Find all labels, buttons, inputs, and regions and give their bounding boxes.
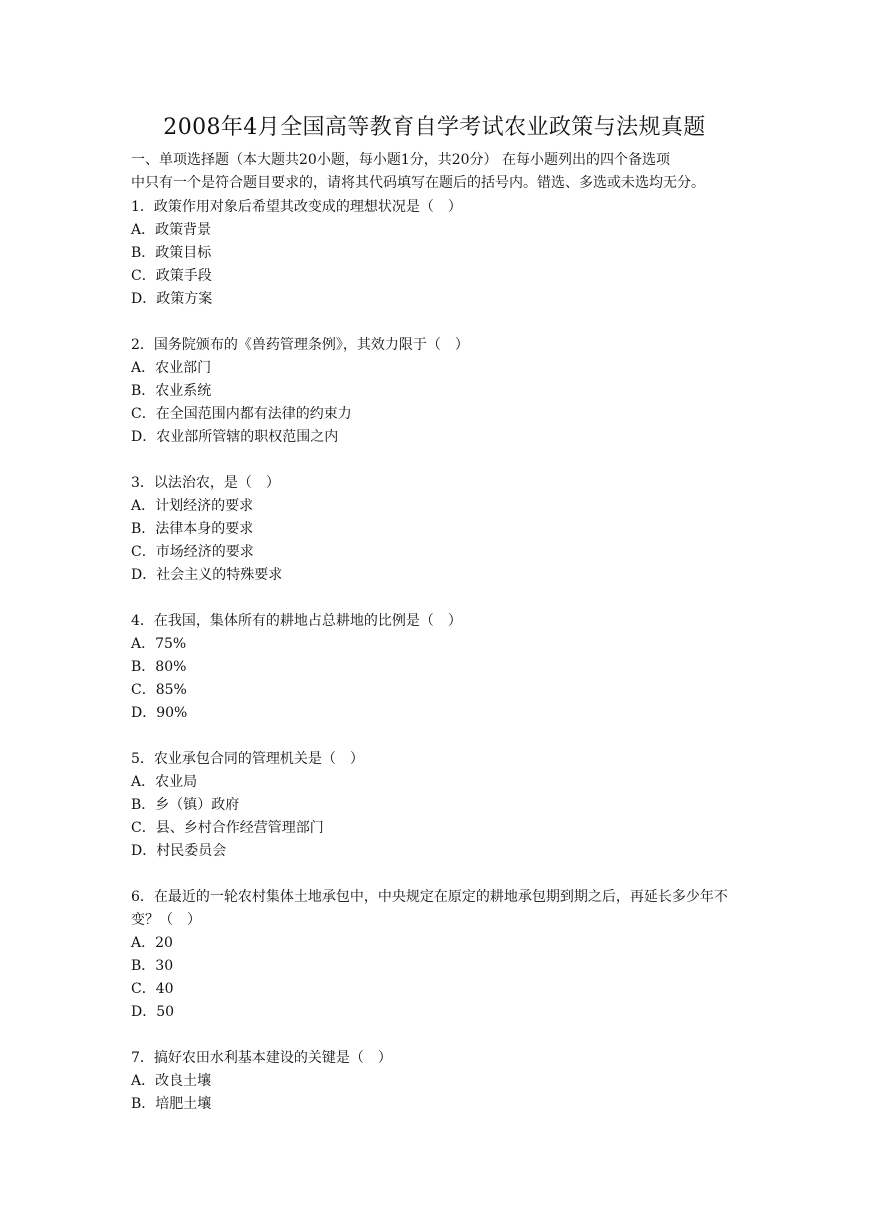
question-4 (131, 610, 751, 725)
question-list (131, 196, 751, 1139)
section-instructions (131, 149, 751, 195)
option-a: A．农业部门 (131, 360, 212, 376)
question-3 (131, 472, 751, 587)
question-6 (131, 886, 751, 1024)
option-c: C．在全国范围内都有法律的约束力 (131, 406, 352, 422)
option-b: B．法律本身的要求 (131, 521, 254, 537)
question-stem: 2．国务院颁布的《兽药管理条例》，其效力限于（ ） (131, 337, 469, 353)
option-a: A．计划经济的要求 (131, 498, 254, 514)
question-stem: 7．搞好农田水利基本建设的关键是（ ） (131, 1050, 392, 1066)
option-b: B．30 (131, 958, 174, 974)
option-d: D．农业部所管辖的职权范围之内 (131, 429, 339, 445)
option-a: A．政策背景 (131, 222, 212, 238)
question-stem: 5．农业承包合同的管理机关是（ ） (131, 751, 364, 767)
option-d: D．政策方案 (131, 291, 213, 307)
question-stem: 6．在最近的一轮农村集体土地承包中，中央规定在原定的耕地承包期到期之后，再延长多少年不变？（ ） (131, 889, 728, 928)
option-c: C．政策手段 (131, 268, 212, 284)
question-stem: 3．以法治农，是（ ） (131, 475, 280, 491)
instructions-line-2: 中只有一个是符合题目要求的，请将其代码填写在题后的括号内。错选、多选或未选均无分。 (131, 175, 705, 191)
question-stem: 1．政策作用对象后希望其改变成的理想状况是（ ） (131, 199, 462, 215)
option-b: B．培肥土壤 (131, 1096, 212, 1112)
option-b: B．政策目标 (131, 245, 212, 261)
option-b: B．80% (131, 659, 187, 675)
option-c: C．市场经济的要求 (131, 544, 254, 560)
question-2 (131, 334, 751, 449)
option-c: C．县、乡村合作经营管理部门 (131, 820, 324, 836)
question-7 (131, 1047, 751, 1116)
question-stem: 4．在我国，集体所有的耕地占总耕地的比例是（ ） (131, 613, 462, 629)
option-a: A．改良土壤 (131, 1073, 212, 1089)
option-c: C．40 (131, 981, 174, 997)
option-d: D．社会主义的特殊要求 (131, 567, 283, 583)
option-d: D．90% (131, 705, 188, 721)
option-b: B．乡（镇）政府 (131, 797, 240, 813)
option-c: C．85% (131, 682, 187, 698)
page-title: 2008年4月全国高等教育自学考试农业政策与法规真题 (163, 115, 706, 140)
option-b: B．农业系统 (131, 383, 212, 399)
option-a: A．20 (131, 935, 173, 951)
option-d: D．村民委员会 (131, 843, 227, 859)
option-d: D．50 (131, 1004, 175, 1020)
option-a: A．农业局 (131, 774, 198, 790)
question-5 (131, 748, 751, 863)
instructions-line-1: 一、单项选择题（本大题共20小题，每小题1分，共20分） 在每小题列出的四个备选项 (131, 152, 670, 168)
option-a: A．75% (131, 636, 187, 652)
question-1 (131, 196, 751, 311)
